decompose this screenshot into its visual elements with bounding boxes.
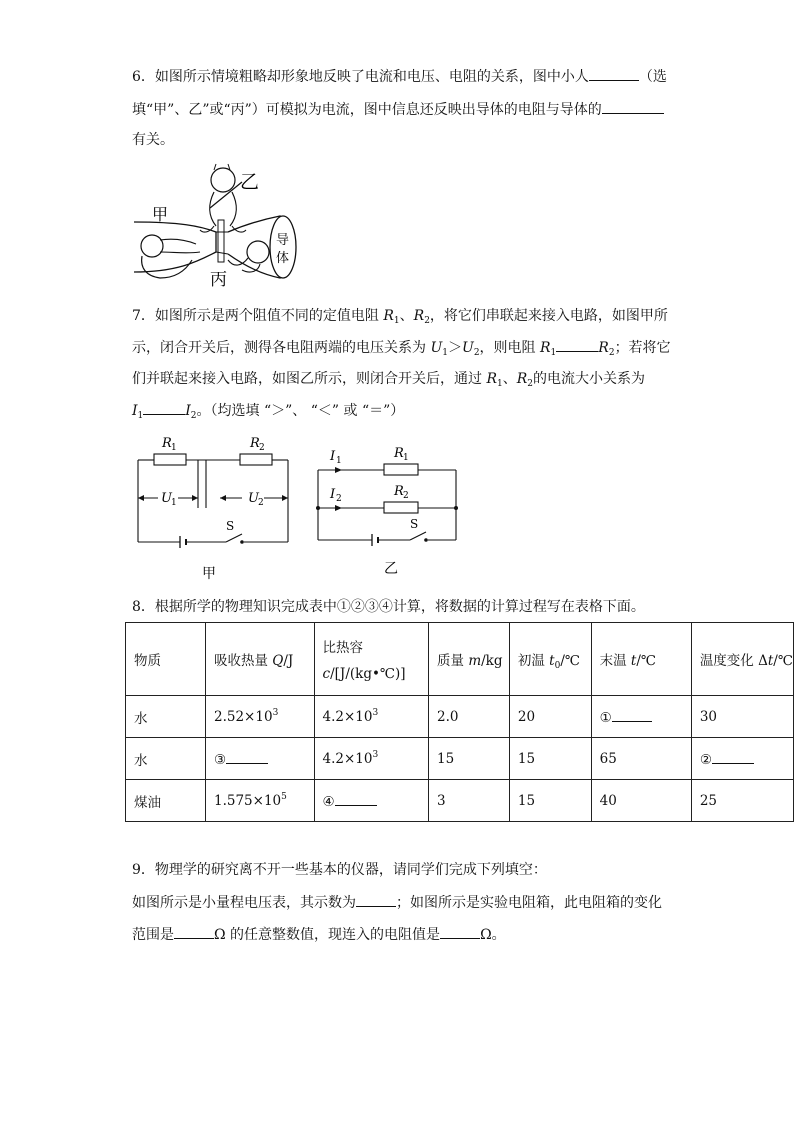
q6-label-conductor-1: 导 [276, 233, 290, 248]
q9-blank-1[interactable] [356, 892, 396, 907]
svg-text:2: 2 [259, 443, 265, 453]
q7-figure-jia [130, 430, 300, 585]
header-temp-change: 温度变化 Δt/℃ [691, 623, 793, 696]
table-header-row [126, 623, 794, 696]
q9-blank-3[interactable] [440, 924, 480, 939]
q6-blank-1[interactable] [589, 66, 639, 81]
header-heat: 吸收热量 Q/J [206, 623, 315, 696]
q6-line-1: 6．如图所示情境粗略却形象地反映了电流和电压、电阻的关系，图中小人 （选 [132, 66, 667, 87]
q9-line-1: 9．物理学的研究离不开一些基本的仪器，请同学们完成下列填空： [132, 862, 547, 878]
blank-3-cell[interactable]: ③ [206, 738, 315, 780]
q9-line-2: 如图所示是小量程电压表，其示数为 ；如图所示是实验电阻箱，此电阻箱的变化 [132, 892, 662, 913]
svg-text:1: 1 [403, 453, 409, 463]
q7-figure-yi [310, 440, 470, 580]
header-material: 物质 [126, 623, 206, 696]
yi-switch-label: S [410, 517, 419, 531]
q6-label-conductor-2: 体 [276, 251, 290, 266]
q7-line-4: $I_1$ $I_2$。（均选填 “＞”、 “＜” 或 “＝”） [132, 400, 404, 421]
q7-blank-1[interactable] [556, 337, 598, 352]
jia-R1-label: R [162, 436, 172, 451]
svg-text:1: 1 [171, 443, 177, 453]
q7-line-3: 们并联起来接入电路，如图乙所示，则闭合开关后，通过 $R_1$、$R_2$的电流大小关系为 [132, 371, 646, 389]
q7-blank-2[interactable] [143, 400, 185, 415]
table-row: 水 ③ $4.2\times 10^3$ 15 15 65 ② [126, 738, 794, 780]
table-row: 水 $2.52\times 10^3$ $4.2\times 10^3$ 2.0 20 ① 30 [126, 696, 794, 738]
q6-figure [130, 160, 310, 288]
q6-label-bing: 丙 [210, 270, 227, 288]
svg-text:1: 1 [336, 456, 342, 466]
table-row: 煤油 $1.575\times 10^5$ ④ 3 15 40 25 [126, 780, 794, 822]
q6-label-yi: 乙 [240, 171, 260, 193]
q7-line-2: 示，闭合开关后，测得各电阻两端的电压关系为 $U_1>U_2$，则电阻 $R_1$ $R_2$；若将它 [132, 337, 671, 358]
blank-2-cell[interactable]: ② [691, 738, 793, 780]
yi-I2-label: I [330, 487, 336, 502]
blank-1-cell[interactable]: ① [591, 696, 691, 738]
jia-U1-label: U [161, 491, 172, 506]
header-specific-heat: 比热容 c/[J/(kg•℃)] [314, 623, 428, 696]
jia-R2-label: R [250, 436, 260, 451]
q9-line-3: 范围是 Ω 的任意整数值，现连入的电阻值是 Ω。 [132, 924, 506, 945]
q7-line-1: 7．如图所示是两个阻值不同的定值电阻 $R_1$、$R_2$，将它们串联起来接入电路，如图甲所 [132, 308, 668, 326]
yi-I1-label: I [330, 449, 336, 464]
jia-caption: 甲 [202, 566, 216, 582]
svg-text:2: 2 [258, 498, 264, 508]
jia-U2-label: U [248, 491, 259, 506]
blank-4-cell[interactable]: ④ [314, 780, 428, 822]
q6-blank-2[interactable] [602, 99, 664, 114]
svg-text:1: 1 [171, 498, 177, 508]
svg-text:2: 2 [336, 494, 342, 504]
q8-data-table [125, 622, 794, 822]
yi-R2-label: R [394, 484, 404, 499]
header-mass: 质量 m/kg [429, 623, 510, 696]
header-final-temp: 末温 t/℃ [591, 623, 691, 696]
svg-text:2: 2 [403, 491, 409, 501]
q6-line-3: 有关。 [132, 132, 174, 148]
yi-R1-label: R [394, 446, 404, 461]
q6-label-jia: 甲 [152, 205, 169, 224]
q6-line-2: 填“甲”、乙”或“丙”）可模拟为电流，图中信息还反映出导体的电阻与导体的 [132, 99, 664, 120]
q9-blank-2[interactable] [174, 924, 214, 939]
jia-switch-label: S [226, 519, 235, 533]
header-initial-temp: 初温 $t_0/℃$ [509, 623, 591, 696]
yi-caption: 乙 [384, 561, 398, 577]
q8-prompt: 8．根据所学的物理知识完成表中①②③④计算，将数据的计算过程写在表格下面。 [132, 599, 645, 615]
